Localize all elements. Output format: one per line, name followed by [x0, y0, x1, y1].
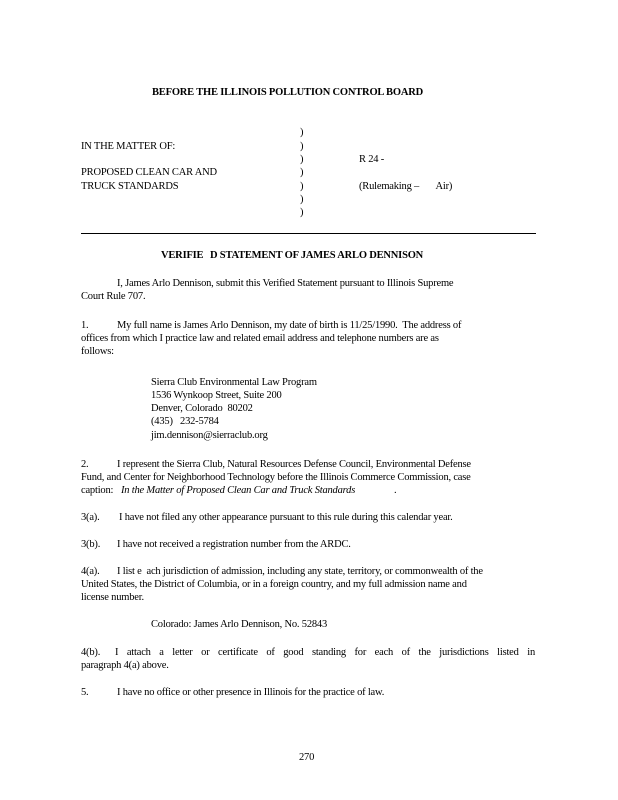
in-the-matter-label: IN THE MATTER OF: — [81, 141, 176, 152]
paragraph-3b-text: I have not received a registration number from the ARDC. — [117, 539, 351, 550]
caption-paren: ) — [300, 207, 304, 218]
paragraph-2-caption-label: caption: — [81, 485, 114, 496]
paragraph-1-line2: offices from which I practice law and related email address and telephone numbers are as — [81, 333, 439, 344]
statement-title-part1: VERIFIE — [161, 250, 204, 261]
paragraph-1-line1: My full name is James Arlo Dennison, my date of birth is 11/25/1990. The address of — [117, 320, 462, 331]
paragraph-number: 2. — [81, 459, 89, 470]
page-title: BEFORE THE ILLINOIS POLLUTION CONTROL BOARD — [152, 87, 423, 98]
admission-entry: Colorado: James Arlo Dennison, No. 52843 — [151, 619, 328, 630]
rulemaking-type: (Rulemaking – Air) — [359, 181, 453, 192]
paragraph-number: 4(a). — [81, 566, 100, 577]
paragraph-2-period: . — [394, 485, 397, 496]
paragraph-number: 3(a). — [81, 512, 100, 523]
caption-paren: ) — [300, 194, 304, 205]
paragraph-number: 5. — [81, 687, 89, 698]
caption-paren: ) — [300, 167, 304, 178]
statement-title-part2: D STATEMENT OF JAMES ARLO DENNISON — [210, 250, 424, 261]
caption-divider — [81, 233, 536, 234]
intro-line2: Court Rule 707. — [81, 291, 146, 302]
paragraph-2-line2: Fund, and Center for Neighborhood Technology before the Illinois Commerce Commission, case — [81, 472, 471, 483]
proposal-name-line1: PROPOSED CLEAN CAR AND — [81, 167, 217, 178]
intro-line1: I, James Arlo Dennison, submit this Verified Statement pursuant to Illinois Supreme — [117, 278, 454, 289]
paragraph-2-case-title: In the Matter of Proposed Clean Car and Truck Standards — [121, 485, 356, 496]
paragraph-2-line1: I represent the Sierra Club, Natural Resources Defense Council, Environmental Defense — [117, 459, 471, 470]
address-email: jim.dennison@sierraclub.org — [151, 430, 268, 441]
docket-number: R 24 - — [359, 154, 385, 165]
page-number: 270 — [299, 752, 315, 763]
paragraph-4a-line1: I list e ach jurisdiction of admission, including any state, territory, or commonwealth of the — [117, 566, 483, 577]
paragraph-number: 3(b). — [81, 539, 101, 550]
address-org: Sierra Club Environmental Law Program — [151, 377, 317, 388]
paragraph-4a-line2: United States, the District of Columbia, or in a foreign country, and my full admission name and — [81, 579, 467, 590]
paragraph-number: 1. — [81, 320, 89, 331]
paragraph-number: 4(b). — [81, 647, 101, 658]
caption-paren: ) — [300, 154, 304, 165]
address-city: Denver, Colorado 80202 — [151, 403, 253, 414]
caption-paren: ) — [300, 181, 304, 192]
paragraph-4a-line3: license number. — [81, 592, 144, 603]
paragraph-4b-line1: I attach a letter or certificate of good standing for each of the jurisdictions listed in — [115, 647, 535, 658]
paragraph-1-line3: follows: — [81, 346, 114, 357]
proposal-name-line2: TRUCK STANDARDS — [81, 181, 179, 192]
address-street: 1536 Wynkoop Street, Suite 200 — [151, 390, 282, 401]
paragraph-3a-text: I have not filed any other appearance pursuant to this rule during this calendar year. — [119, 512, 453, 523]
paragraph-4b-line2: paragraph 4(a) above. — [81, 660, 169, 671]
address-phone: (435) 232-5784 — [151, 416, 219, 427]
caption-paren: ) — [300, 141, 304, 152]
paragraph-5-text: I have no office or other presence in Illinois for the practice of law. — [117, 687, 385, 698]
caption-paren: ) — [300, 127, 304, 138]
